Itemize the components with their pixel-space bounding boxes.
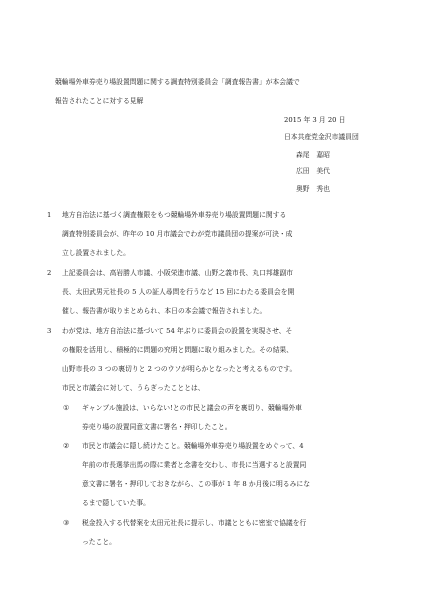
item-number: 2 [47, 269, 52, 277]
organization-name: 日本共産党金沢市議員団 [284, 133, 359, 141]
item-number: 1 [47, 211, 52, 219]
subitem-text-line: ったこと。 [82, 538, 116, 546]
item-text-line: 上記委員会は、高岩勝人市議、小阪栄進市議、山野之義市長、丸口邦雄副市 [62, 269, 294, 277]
subitem-number: ③ [63, 519, 70, 527]
subitem-text-line: 市民と市議会に隠し続けたこと。競輪場外車券売り場設置をめぐって、4 [82, 442, 304, 450]
item-text-line: の権限を活用し、積極的に問題の究明と問題に取り組みました。その結果、 [62, 346, 294, 354]
item-text-line: 長、太田武男元社長の 5 人の証人尋問を行うなど 15 回にわたる委員会を開 [62, 288, 295, 296]
member-name: 森尾 嘉昭 [296, 151, 330, 159]
item-text-line: 催し、報告書が取りまとめられ、本日の本会議で報告されました。 [62, 307, 267, 315]
subitem-text-line: 意文書に署名・押印しておきながら、この事が 1 年 8 か月後に明るみにな [82, 480, 310, 488]
item-text-line: 地方自治法に基づく調査権限をもつ競輪場外車券売り場設置問題に関する [62, 211, 287, 219]
item-text-line: わが党は、地方自治法に基づいて 54 年ぶりに委員会の設置を実現させ、そ [62, 327, 293, 335]
member-name: 奥野 秀也 [296, 185, 330, 193]
item-number: 3 [47, 327, 52, 335]
subitem-number: ① [63, 404, 70, 412]
item-text-line: 市民と市議会に対して、うらぎったこととは、 [62, 384, 205, 392]
subitem-text-line: ギャンブル施設は、いらない!との市民と議会の声を裏切り、競輪場外車 [82, 404, 302, 412]
document-title-line-1: 競輪場外車券売り場設置問題に関する調査特別委員会「調査報告書」が本会議で [55, 78, 300, 86]
item-text-line: 立し設置されました。 [62, 249, 130, 257]
subitem-text-line: 年前の市長選挙出馬の際に業者と念書を交わし、市長に当選すると設置同 [82, 461, 307, 469]
item-text-line: 山野市長の 3 つの裏切りと 2 つのウソが明らかとなったと考えるものです。 [62, 365, 297, 373]
document-date: 2015 年 3 月 20 日 [284, 116, 346, 124]
member-name: 広田 美代 [296, 167, 330, 175]
subitem-number: ② [63, 442, 70, 450]
subitem-text-line: 税金投入する代替案を太田元社長に提示し、市議とともに密室で協議を行 [82, 519, 307, 527]
document-title-line-2: 報告されたことに対する見解 [55, 97, 144, 105]
subitem-text-line: るまで隠していた事。 [82, 499, 150, 507]
subitem-text-line: 券売り場の設置同意文書に署名・押印したこと。 [82, 423, 232, 431]
item-text-line: 調査特別委員会が、昨年の 10 月市議会でわが党市議員団の提案が可決・成 [62, 230, 293, 238]
